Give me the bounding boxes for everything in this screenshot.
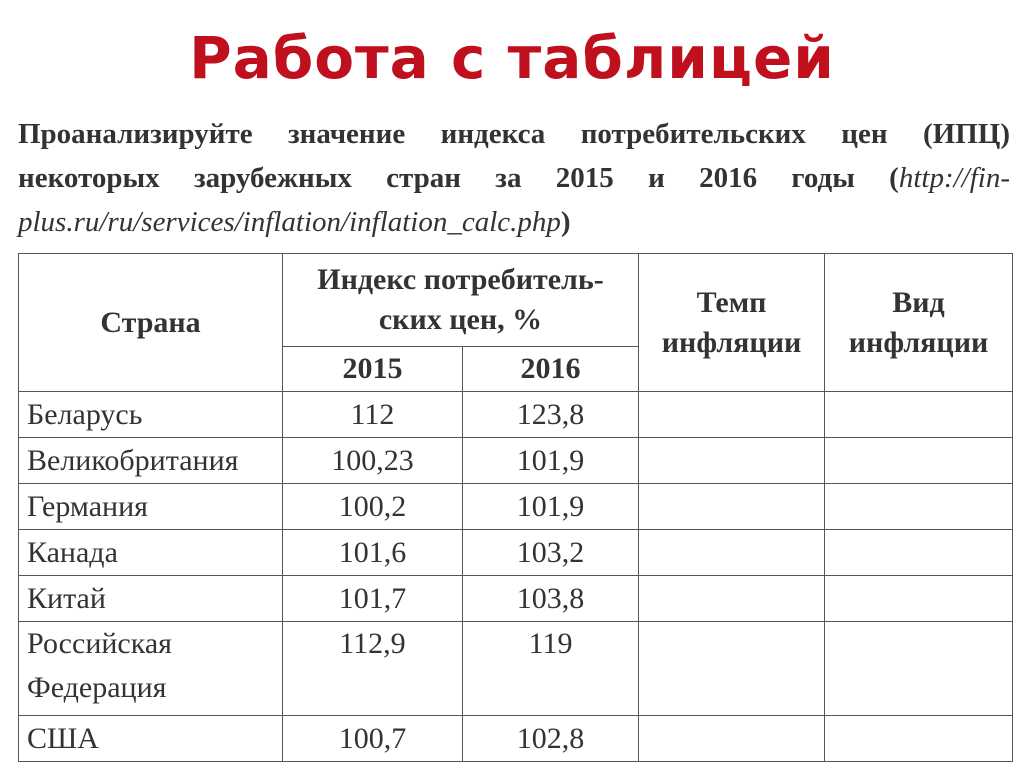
table-row — [19, 622, 1013, 716]
inflation-rate-cell[interactable] — [639, 622, 825, 716]
inflation-type-cell[interactable] — [825, 622, 1013, 716]
country-cell: США — [19, 716, 283, 762]
table-row — [19, 484, 1013, 530]
task-instruction: Проанализируйте значение индекса потребительских цен (ИПЦ) некоторых зарубежных стран за 2015 и 2016 годы ( — [18, 118, 1010, 194]
source-url: http://fin-plus.ru/ru/services/inflation/inflation_calc.php — [18, 162, 1010, 238]
page-title: Работа с таблицей — [189, 24, 835, 92]
cpi-2015-cell: 100,23 — [283, 438, 463, 484]
inflation-rate-cell[interactable] — [639, 530, 825, 576]
cpi-2015-cell: 100,2 — [283, 484, 463, 530]
cpi-2016-cell: 103,8 — [463, 576, 639, 622]
header-inflation-type: Вид инфляции — [825, 254, 1013, 392]
task-close-paren: ) — [560, 206, 571, 238]
cpi-2016-cell: 123,8 — [463, 392, 639, 438]
table-row — [19, 576, 1013, 622]
header-year-2016: 2016 — [463, 347, 639, 392]
cpi-2015-cell: 112,9 — [283, 622, 463, 716]
table-row — [19, 438, 1013, 484]
inflation-rate-cell[interactable] — [639, 716, 825, 762]
cpi-2015-cell: 100,7 — [283, 716, 463, 762]
header-inflation-rate: Темп инфляции — [639, 254, 825, 392]
country-cell: Российская Федерация — [19, 622, 283, 716]
country-cell: Германия — [19, 484, 283, 530]
table-row — [19, 530, 1013, 576]
inflation-rate-cell[interactable] — [639, 484, 825, 530]
header-year-2015: 2015 — [283, 347, 463, 392]
country-cell: Беларусь — [19, 392, 283, 438]
cpi-2015-cell: 112 — [283, 392, 463, 438]
table-row — [19, 716, 1013, 762]
cpi-2016-cell: 101,9 — [463, 484, 639, 530]
cpi-2016-cell: 119 — [463, 622, 639, 716]
inflation-rate-cell[interactable] — [639, 438, 825, 484]
inflation-type-cell[interactable] — [825, 392, 1013, 438]
cpi-2016-cell: 102,8 — [463, 716, 639, 762]
country-cell: Китай — [19, 576, 283, 622]
country-cell: Канада — [19, 530, 283, 576]
inflation-rate-cell[interactable] — [639, 576, 825, 622]
cpi-2016-cell: 103,2 — [463, 530, 639, 576]
header-country: Страна — [19, 254, 283, 392]
cpi-2015-cell: 101,6 — [283, 530, 463, 576]
header-cpi: Индекс потребитель-ских цен, % — [283, 254, 639, 347]
inflation-type-cell[interactable] — [825, 484, 1013, 530]
inflation-type-cell[interactable] — [825, 576, 1013, 622]
inflation-type-cell[interactable] — [825, 530, 1013, 576]
country-cell: Великобритания — [19, 438, 283, 484]
cpi-2016-cell: 101,9 — [463, 438, 639, 484]
inflation-rate-cell[interactable] — [639, 392, 825, 438]
task-text — [18, 112, 1010, 244]
table-row — [19, 392, 1013, 438]
cpi-table — [18, 253, 1013, 762]
cpi-2015-cell: 101,7 — [283, 576, 463, 622]
inflation-type-cell[interactable] — [825, 716, 1013, 762]
inflation-type-cell[interactable] — [825, 438, 1013, 484]
